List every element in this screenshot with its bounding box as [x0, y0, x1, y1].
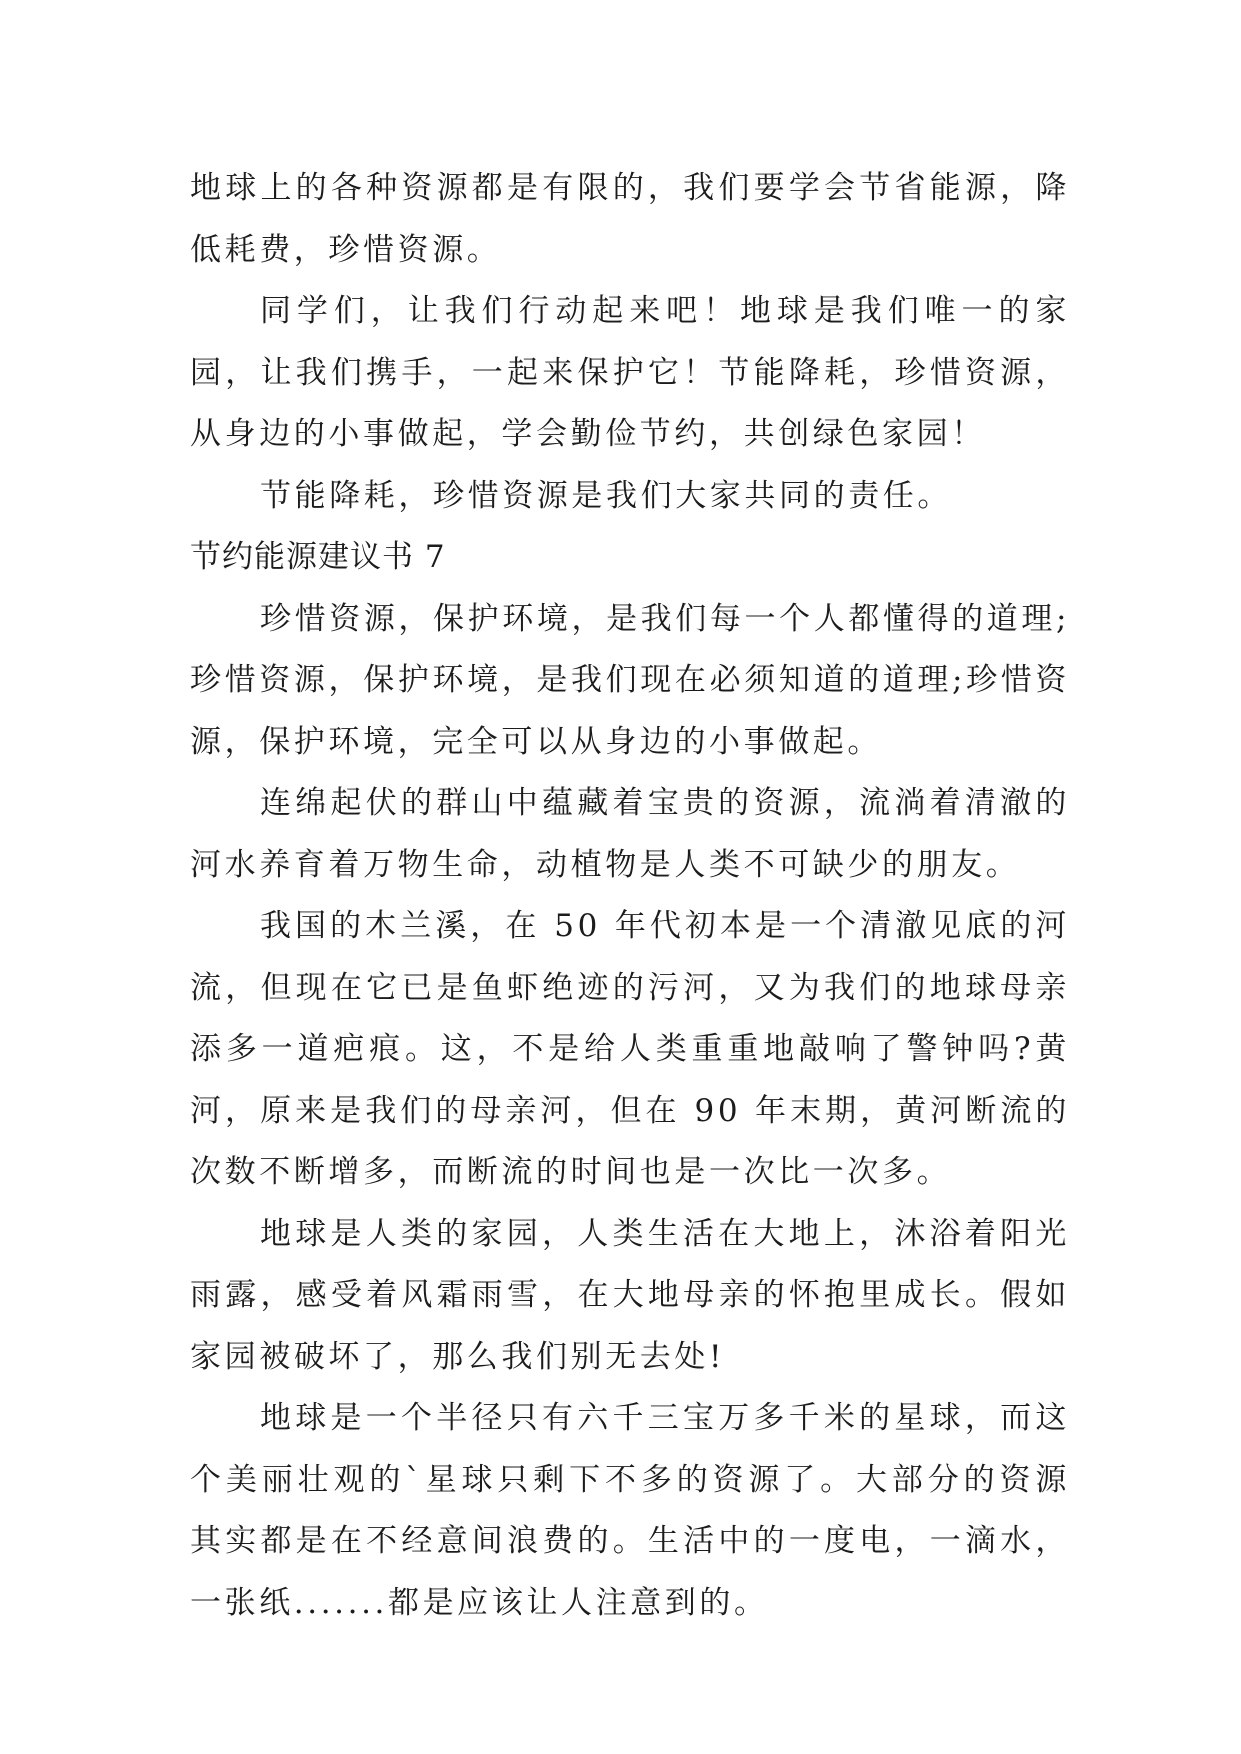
- section-paragraph: 珍惜资源，保护环境，是我们每一个人都懂得的道理;珍惜资源，保护环境，是我们现在必须知道的道理;珍惜资源，保护环境，完全可以从身边的小事做起。: [190, 600, 1070, 760]
- section-heading: 节约能源建议书 7: [190, 539, 446, 575]
- paragraph-continuation: 地球上的各种资源都是有限的，我们要学会节省能源，降低耗费，珍惜资源。: [190, 170, 1070, 268]
- paragraph-call-to-action: 同学们，让我们行动起来吧！地球是我们唯一的家园，让我们携手，一起来保护它！节能降耗，珍惜资源，从身边的小事做起，学会勤俭节约，共创绿色家园！: [190, 293, 1070, 452]
- document-page: [190, 158, 1070, 1634]
- section-paragraph: 我国的木兰溪，在 50 年代初本是一个清澈见底的河流，但现在它已是鱼虾绝迹的污河，又为我们的地球母亲添多一道疤痕。这，不是给人类重重地敲响了警钟吗?黄河，原来是我们的母亲河，但在 90 年末期，黄河断流的次数不断增多，而断流的时间也是一次比一次多。: [190, 908, 1070, 1190]
- paragraph-responsibility: 节能降耗，珍惜资源是我们大家共同的责任。: [260, 477, 952, 514]
- section-paragraph: 地球是一个半径只有六千三宝万多千米的星球，而这个美丽壮观的`星球只剩下不多的资源了。大部分的资源其实都是在不经意间浪费的。生活中的一度电，一滴水，一张纸.......都是应该让人注意到的。: [190, 1400, 1070, 1621]
- section-paragraph: 连绵起伏的群山中蕴藏着宝贵的资源，流淌着清澈的河水养育着万物生命，动植物是人类不可缺少的朋友。: [190, 785, 1070, 883]
- section-paragraph: 地球是人类的家园，人类生活在大地上，沐浴着阳光雨露，感受着风霜雨雪，在大地母亲的怀抱里成长。假如家园被破坏了，那么我们别无去处!: [190, 1215, 1070, 1375]
